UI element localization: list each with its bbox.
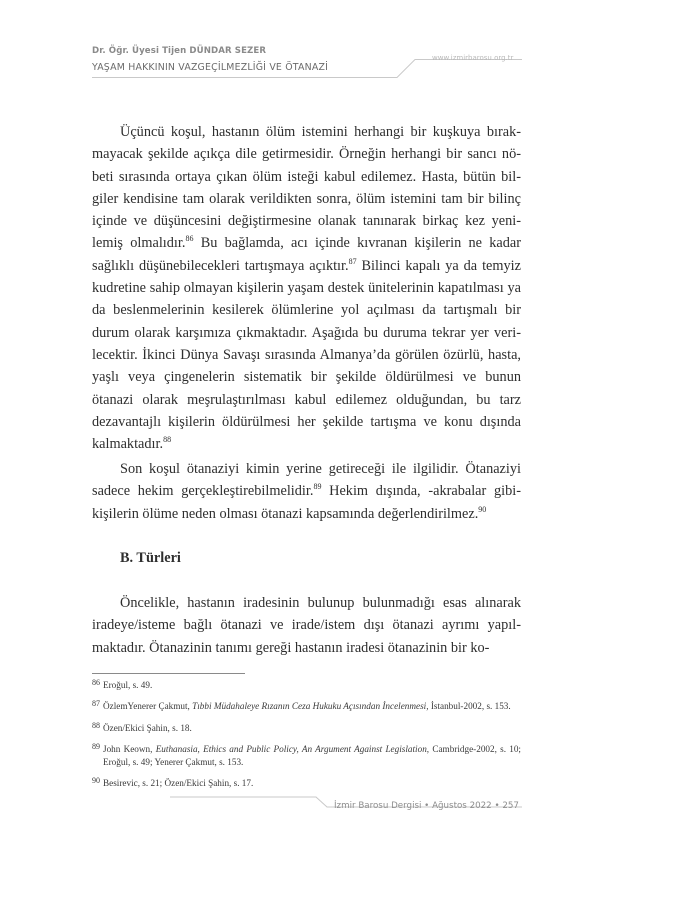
body-paragraph-2 (92, 458, 521, 525)
paragraph-2-text-b: Hekim dışında, -akrabalar gibi-kişilerin ölüme neden olması ötanazi kapsamında değerlendirilmez. (92, 483, 521, 522)
footnote-ref-89: 89 (313, 482, 322, 492)
footnote-90 (92, 777, 521, 789)
header-title: YAŞAM HAKKININ VAZGEÇİLMEZLİĞİ VE ÖTANAZİ (92, 62, 329, 73)
paragraph-3-text: Öncelikle, hastanın iradesinin bulunup bulunmadığı esas alınarak iradeye/isteme bağlı ötanazi ve irade/istem dışı ötanazi ayrımı yapılmaktadır. Ötanazinin tanımı gereği hastanın iradesi ötanazinin bir ko- (92, 595, 521, 656)
footnote-work-title: Euthanasia, Ethics and Public Policy, An Argument Against Legislation, (155, 744, 430, 755)
footnote-ref-86: 86 (185, 234, 194, 244)
body-paragraph-3 (92, 592, 521, 659)
footnote-text: Besirevic, s. 21; Özen/Ekici Şahin, s. 17. (103, 778, 254, 789)
footnote-work-title: Tıbbi Müdahaleye Rızanın Ceza Hukuku Açısından İncelenmesi, (192, 701, 429, 712)
header-url: www.izmirbarosu.org.tr (432, 54, 514, 62)
footnote-text-tail: Cambridge-2002, s. 10; Eroğul, s. 49; Yenerer Çakmut, s. 153. (103, 744, 521, 767)
footnote-number: 87 (92, 699, 100, 709)
footnote-ref-88: 88 (163, 435, 172, 445)
body-paragraph-1 (92, 121, 521, 455)
footnote-divider (92, 673, 245, 674)
section-heading: B. Türleri (120, 550, 181, 566)
footnote-number: 88 (92, 720, 100, 730)
footnote-text: Eroğul, s. 49. (103, 680, 153, 690)
footnote-ref-87: 87 (348, 257, 357, 267)
footnote-number: 89 (92, 742, 100, 752)
footnote-87 (92, 700, 521, 712)
paragraph-1-text-c: Bilinci kapalı ya da temyiz kudretine sahip olmayan kişilerin yaşam destek ünitelerinin kapatılması ya da beslenmelerinin kesilerek ölümlerine yol açılması da tartışmalı bir durum olarak karşımıza çıkmaktadır. Aşağıda bu duruma tekrar yer verilecektir. İkinci Dünya Savaşı sırasında Almanya’da görülen özürlü, hasta, yaşlı veya çingenelerin sistematik bir şekilde öldürülmesi ve bunun ötanazi olarak meşrulaştırılması kabul edilemez olduğundan, bu tarz dezavantajlı kişilerin öldürülmesi her şekilde tartışma ve konu dışında kalmaktadır. (92, 257, 521, 453)
page-footer: İzmir Barosu Dergisi • Ağustos 2022 • 257 (334, 801, 519, 811)
footnote-text-tail: İstanbul-2002, s. 153. (428, 701, 511, 712)
footnote-number: 86 (92, 678, 100, 687)
footnote-list (92, 679, 521, 798)
footnote-text: ÖzlemYenerer Çakmut, (103, 701, 193, 712)
footnote-text: John Keown, (103, 744, 156, 755)
footnote-text: Özen/Ekici Şahin, s. 18. (103, 722, 192, 733)
footnote-86 (92, 679, 521, 691)
footnote-ref-90: 90 (478, 504, 487, 514)
footnote-89 (92, 743, 521, 768)
header-author: Dr. Öğr. Üyesi Tijen DÜNDAR SEZER (92, 46, 267, 56)
footnote-88 (92, 722, 521, 734)
paragraph-1-text-a: Üçüncü koşul, hastanın ölüm istemini herhangi bir kuşkuya bırakmayacak şekilde açıkça dile getirmesidir. Örneğin herhangi bir sancı nöbeti sırasında ortaya çıkan ölüm isteği kabul edilemez. Hasta, bütün bilgiler kendisine tam olarak verildikten sonra, ölüm istemini tam bir bilinç içinde ve düşüncesini değiştirmesine olanak tanınarak birkaç kez yenilemiş olmalıdır. (92, 124, 521, 252)
paragraph-1-text-b: Bu bağlamda, acı içinde kıvranan kişilerin ne kadar sağlıklı düşünebilecekleri tartışmaya açıktır. (92, 235, 522, 274)
footnote-number: 90 (92, 776, 100, 786)
paragraph-2-text-a: Son koşul ötanaziyi kimin yerine getireceği ile ilgilidir. Ötanaziyi sadece hekim gerçekleştirebilmelidir. (92, 461, 521, 500)
